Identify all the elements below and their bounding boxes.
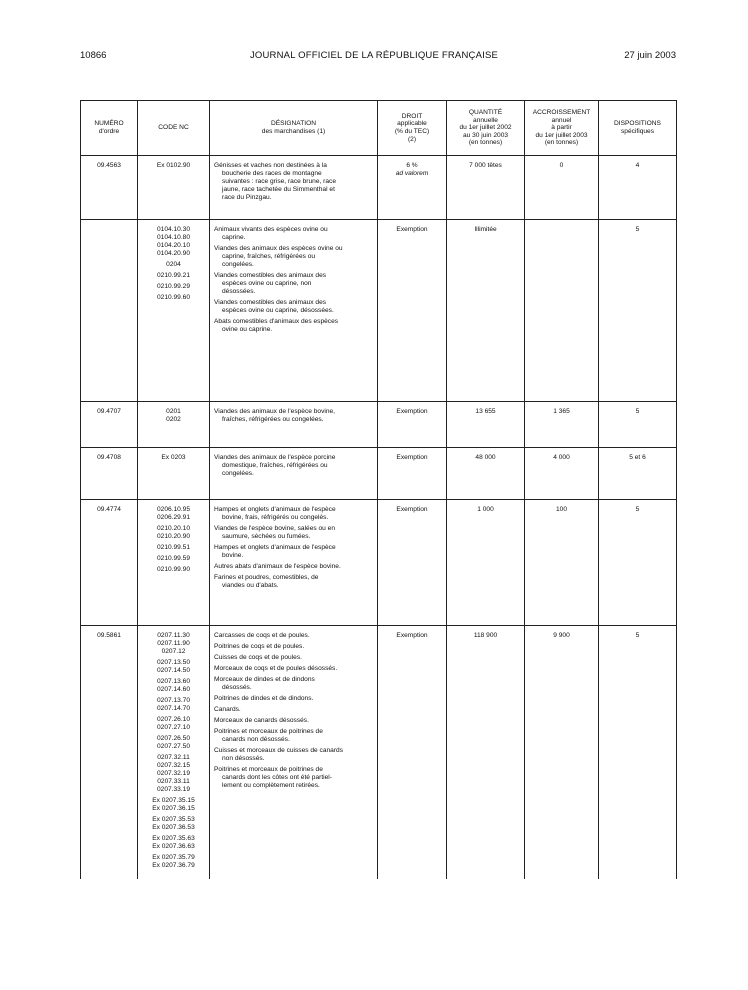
header-label-line: DÉSIGNATION [271,120,316,128]
cell-text: Ex 0207.35.53 [152,816,195,823]
cell-text: Viandes comestibles des animaux des [214,299,327,306]
cell-text: 0 [559,162,564,169]
cell-text: Illimitée [474,226,497,233]
designation-group [214,574,373,590]
header-label-line: annuel [551,116,572,124]
code-group [142,835,205,851]
cell-text: 13 655 [475,408,496,415]
cell-dispositions [599,500,677,626]
page-number: 10866 [80,50,107,61]
header-label-line: NUMÉRO [94,120,124,128]
table-row [81,156,677,220]
code-group [142,697,205,713]
cell-designation [210,402,378,448]
cell-code-nc [138,500,210,626]
cell-text: bovine. [222,552,244,559]
cell-text: 0104.20.90 [156,250,190,257]
cell-text: Morceaux de canards désossés. [214,717,309,724]
code-group [142,283,205,291]
cell-text: fraîches, réfrigérées ou congelées. [222,416,324,423]
cell-text: 6 % [406,162,418,169]
code-group [142,544,205,552]
code-group [142,525,205,541]
cell-numero [81,220,138,402]
code-group [142,272,205,280]
designation-group [214,643,373,651]
cell-text: Ex 0207.36.15 [152,805,195,812]
cell-text: 0206.10.95 [156,506,190,513]
designation-group [214,454,373,478]
cell-text: Autres abats d'animaux de l'espèce bovine. [214,563,341,570]
cell-text: boucherie des races de montagne [222,170,322,177]
cell-text: Viandes de l'espèce bovine, salées ou en [214,525,336,532]
col-header-quantite [447,101,525,156]
cell-text: 0204 [166,261,181,268]
code-group [142,294,205,302]
cell-text: 0210.99.60 [156,294,190,301]
cell-text: 09.4707 [97,408,121,415]
cell-text: Exemption [396,408,428,415]
cell-text: 0207.26.10 [156,716,190,723]
cell-text: Exemption [396,506,428,513]
cell-text: Viandes des animaux des espèces ovine ou [214,245,343,252]
cell-text: 100 [555,506,567,513]
cell-text: 09.4708 [97,454,121,461]
cell-text: 0201 [166,408,181,415]
cell-accroissement [525,448,599,500]
cell-text: désossés. [222,684,252,691]
cell-text: 0104.20.10 [156,242,190,249]
cell-text: 5 [635,632,640,639]
cell-code-nc [138,220,210,402]
cell-text: lement ou complètement retirées. [222,782,320,789]
col-header-droit [378,101,447,156]
designation-group [214,162,373,202]
cell-text: 0207.14.50 [156,667,190,674]
cell-text: Morceaux de coqs et de poules désossés. [214,665,338,672]
cell-text: Ex 0207.36.79 [152,862,195,869]
cell-text: Morceaux de dindes et de dindons [214,676,315,683]
code-group [142,226,205,258]
cell-text: ovine ou caprine. [222,326,273,333]
journal-title: JOURNAL OFFICIEL DE LA RÉPUBLIQUE FRANÇAISE [249,50,499,61]
cell-text: Ex 0203 [161,454,186,461]
table-row [81,220,677,402]
cell-dispositions [599,402,677,448]
cell-designation [210,156,378,220]
cell-text: 0210.99.90 [156,566,190,573]
cell-text: 0207.14.70 [156,705,190,712]
cell-text: 0104.10.80 [156,234,190,241]
header-label-line: des marchandises (1) [261,128,326,135]
designation-group [214,728,373,744]
cell-text: Canards. [214,706,241,713]
cell-code-nc [138,402,210,448]
code-group [142,659,205,675]
header-label-line: d'ordre [98,128,120,135]
code-group [142,678,205,694]
designation-group [214,747,373,763]
cell-text: race du Pinzgau. [222,194,272,201]
designation-group [214,408,373,424]
cell-numero [81,448,138,500]
cell-text: 0207.14.60 [156,686,190,693]
cell-droit [378,626,447,880]
code-group [142,566,205,574]
cell-text: Ex 0207.35.15 [152,797,195,804]
cell-text: 0207.11.30 [157,632,190,639]
cell-accroissement [525,156,599,220]
header-label-line: CODE NC [158,124,189,132]
col-header-dispositions [599,101,677,156]
cell-text: 0207.27.10 [156,724,190,731]
table-header-row [81,101,677,156]
table-row [81,626,677,880]
designation-group [214,299,373,315]
cell-accroissement [525,500,599,626]
code-group [142,506,205,522]
cell-text: Poitrines de coqs et de poules. [214,643,305,650]
table-row [81,500,677,626]
cell-text: espèces ovine ou caprine, non [222,280,312,287]
cell-text: espèces ovine ou caprine, désossées. [222,307,334,314]
cell-text: jaune, race tachetée du Simmenthal et [222,186,335,193]
designation-group [214,318,373,334]
table-row [81,448,677,500]
designation-group [214,695,373,703]
cell-droit [378,402,447,448]
code-group [142,162,205,170]
cell-text: 0207.13.50 [156,659,190,666]
cell-text: 118 900 [473,632,498,639]
cell-dispositions [599,156,677,220]
code-group [142,797,205,813]
header-label-line: DISPOSITIONS [614,120,661,128]
cell-text: Poitrines et morceaux de poitrines de [214,766,323,773]
cell-text: Ex 0207.35.63 [152,835,195,842]
cell-text: domestique, fraîches, réfrigérées ou [222,462,328,469]
cell-text: 0210.99.59 [156,555,190,562]
designation-group [214,506,373,522]
header-label-line: annuelle [473,116,498,124]
cell-text: Génisses et vaches non destinées à la [214,162,327,169]
cell-text: 5 [635,506,640,513]
designation-group [214,665,373,673]
cell-text: 0210.99.51 [156,544,190,551]
cell-text: 0202 [166,416,181,423]
designation-group [214,272,373,296]
cell-text: 0207.12 [161,648,186,655]
header-label-line: ACCROISSEMENT [532,109,591,117]
cell-numero [81,156,138,220]
designation-group [214,563,373,571]
cell-quantite [447,156,525,220]
cell-designation [210,220,378,402]
cell-text: Exemption [396,454,428,461]
tariff-quota-table [80,100,677,879]
code-group [142,854,205,870]
designation-group [214,544,373,560]
cell-droit [378,156,447,220]
cell-quantite [447,626,525,880]
cell-text: Ex 0207.36.63 [152,843,195,850]
cell-numero [81,402,138,448]
cell-text: Viandes comestibles des animaux des [214,272,327,279]
cell-text: bovine, frais, réfrigérés ou congelés. [222,514,329,521]
header-label-line: QUANTITÉ [468,109,503,117]
cell-text: caprine, fraîches, réfrigérées ou [222,253,316,260]
cell-text: Cuisses et morceaux de cuisses de canards [214,747,344,754]
cell-text: congelées. [222,470,254,477]
cell-accroissement [525,402,599,448]
cell-designation [210,448,378,500]
cell-text: 9 900 [553,632,570,639]
cell-dispositions [599,220,677,402]
cell-numero [81,626,138,880]
cell-numero [81,500,138,626]
code-group [142,261,205,269]
cell-accroissement [525,220,599,402]
cell-text: Ex 0102.90 [156,162,191,169]
cell-designation [210,500,378,626]
code-group [142,716,205,732]
cell-text: 0207.13.60 [156,678,190,685]
cell-text: 0207.11.90 [157,640,190,647]
cell-text: 09.5861 [97,632,121,639]
cell-text: Cuisses de coqs et de poules. [214,654,302,661]
cell-text: Exemption [396,226,428,233]
cell-text: 1 000 [477,506,494,513]
cell-text: désossées. [222,288,256,295]
cell-code-nc [138,626,210,880]
cell-text: non désossés. [222,755,265,762]
cell-text: 0210.99.21 [156,272,190,279]
cell-text: 0207.13.70 [156,697,190,704]
cell-text: Poitrines de dindes et de dindons. [214,695,314,702]
cell-text: 0210.20.90 [156,533,190,540]
cell-text: 09.4563 [97,162,121,169]
cell-text: 0207.26.50 [156,735,190,742]
header-label-line: du 1er juillet 2003 [535,131,588,139]
header-label-line: applicable [397,120,427,128]
cell-text: suivantes : race grise, race brune, race [222,178,336,185]
header-label-line: (% du TEC) [394,128,430,135]
cell-code-nc [138,156,210,220]
cell-text: viandes ou d'abats. [222,582,279,589]
cell-droit [378,500,447,626]
cell-text: 0210.99.29 [156,283,190,290]
cell-text: 0207.32.19 [156,770,190,777]
header-label-line: (en tonnes) [544,139,579,147]
col-header-numero [81,101,138,156]
cell-text: 0207.33.11 [157,778,190,785]
cell-text: 0207.27.50 [156,743,190,750]
cell-text: 09.4774 [97,506,121,513]
designation-group [214,226,373,242]
cell-text: congelées. [222,261,254,268]
table-row [81,402,677,448]
cell-quantite [447,402,525,448]
cell-droit [378,448,447,500]
header-label-line: du 1er juillet 2002 [459,124,512,132]
cell-text: 48 000 [475,454,496,461]
cell-text: 5 [635,408,640,415]
cell-text: saumure, séchées ou fumées. [222,533,311,540]
cell-text: Viandes des animaux de l'espèce bovine, [214,408,336,415]
header-label-line: (en tonnes) [468,139,503,147]
code-group [142,454,205,462]
cell-text: 0104.10.30 [156,226,190,233]
cell-text: caprine. [222,234,246,241]
designation-group [214,525,373,541]
designation-group [214,632,373,640]
cell-quantite [447,500,525,626]
cell-text: 0207.32.15 [156,762,190,769]
col-header-accroissement [525,101,599,156]
cell-text: 5 [635,226,640,233]
cell-text: canards non désossés. [222,736,290,743]
page-date: 27 juin 2003 [624,50,676,61]
designation-group [214,717,373,725]
cell-text: 1 365 [553,408,570,415]
cell-text: Abats comestibles d'animaux des espèces [214,318,339,325]
cell-text: Viandes des animaux de l'espèce porcine [214,454,336,461]
code-group [142,754,205,794]
cell-dispositions [599,626,677,880]
designation-group [214,676,373,692]
cell-text: Farines et poudres, comestibles, de [214,574,319,581]
header-label-line: spécifiques [621,128,654,135]
cell-quantite [447,220,525,402]
header-label-line: à partir [551,124,572,132]
cell-text: Ex 0207.36.53 [152,824,195,831]
cell-text: 0207.33.19 [156,786,190,793]
cell-text: 0206.29.91 [156,514,190,521]
col-header-designation [210,101,378,156]
code-group [142,735,205,751]
cell-text: canards dont les côtes ont été partiel- [222,774,332,781]
code-group [142,632,205,656]
cell-text: Ex 0207.35.79 [152,854,195,861]
code-group [142,816,205,832]
cell-droit [378,220,447,402]
cell-text: 4 [635,162,640,169]
cell-code-nc [138,448,210,500]
designation-group [214,245,373,269]
cell-dispositions [599,448,677,500]
cell-text: 4 000 [553,454,570,461]
cell-text: Exemption [396,632,428,639]
cell-text: Carcasses de coqs et de poules. [214,632,310,639]
designation-group [214,706,373,714]
cell-text: Animaux vivants des espèces ovine ou [214,226,328,233]
cell-text: Poitrines et morceaux de poitrines de [214,728,323,735]
header-label-line: DROIT [401,112,423,120]
cell-text: ad valorem [395,170,429,177]
cell-accroissement [525,626,599,880]
code-group [142,555,205,563]
col-header-code [138,101,210,156]
cell-quantite [447,448,525,500]
cell-text: Hampes et onglets d'animaux de l'espèce [214,544,336,551]
designation-group [214,766,373,790]
cell-designation [210,626,378,880]
code-group [142,408,205,424]
header-label-line: au 30 juin 2003 [462,131,509,139]
cell-text: 7 000 têtes [469,162,502,169]
cell-text: 5 et 6 [629,454,646,461]
cell-text: 0207.32.11 [157,754,190,761]
header-label-line: (2) [407,135,417,143]
cell-text: Hampes et onglets d'animaux de l'espèce [214,506,336,513]
designation-group [214,654,373,662]
cell-text: 0210.20.10 [156,525,190,532]
